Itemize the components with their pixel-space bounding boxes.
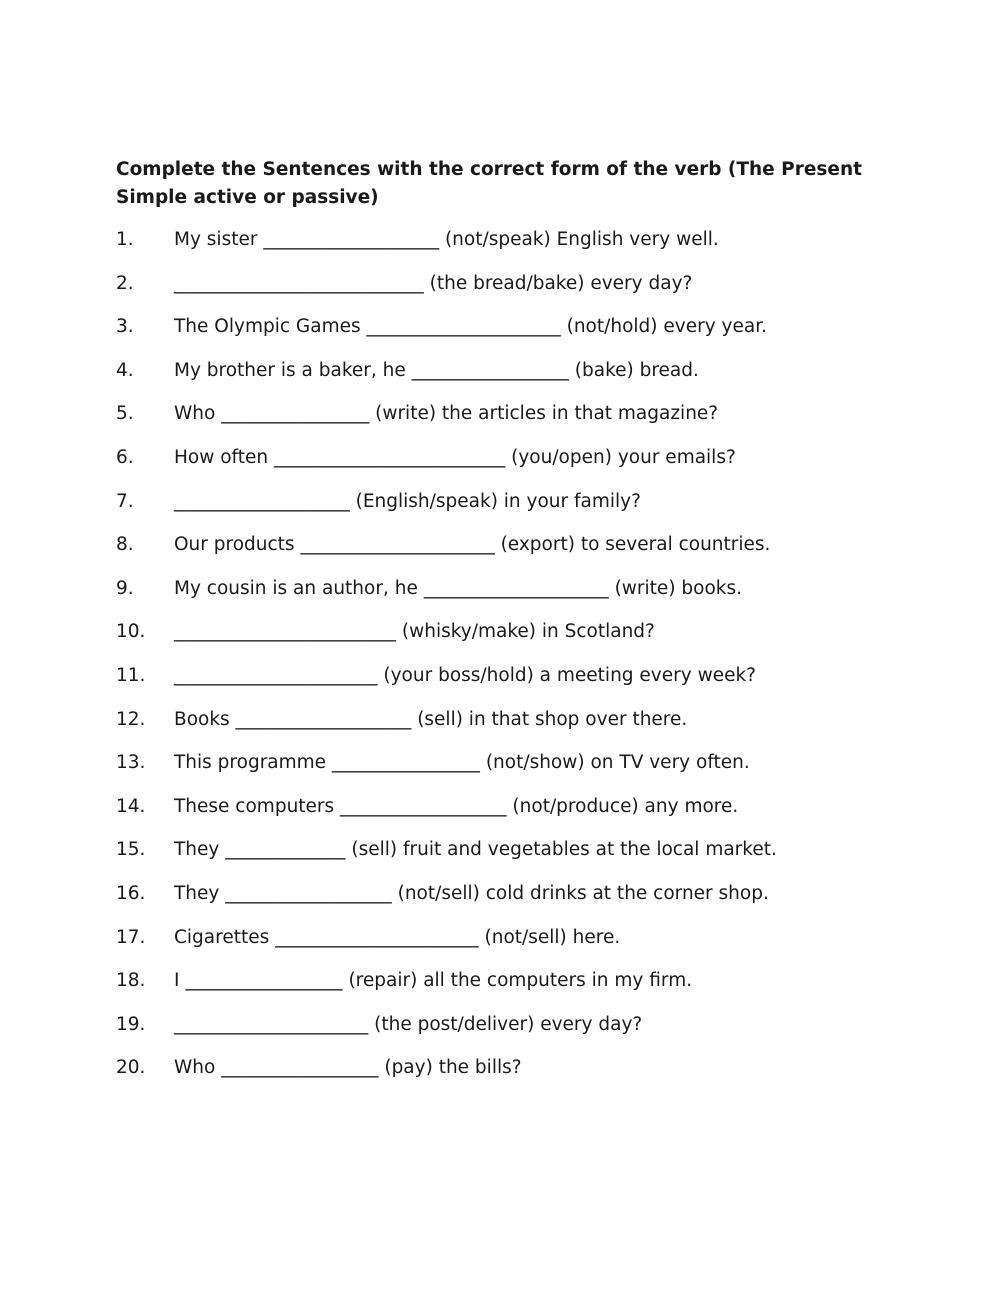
exercise-item-5 [116, 400, 956, 444]
exercise-item-12 [116, 706, 956, 750]
item-number: 6. [116, 446, 134, 468]
item-sentence: ________________________ (whisky/make) in Scotland? [174, 621, 655, 643]
item-number: 16. [116, 882, 146, 904]
exercise-item-14 [116, 793, 956, 837]
item-number: 14. [116, 795, 146, 817]
item-number: 11. [116, 664, 146, 686]
item-sentence: They _____________ (sell) fruit and vegetables at the local market. [174, 839, 777, 861]
item-number: 3. [116, 316, 134, 338]
exercise-item-4 [116, 357, 956, 401]
item-sentence: Who _________________ (pay) the bills? [174, 1057, 522, 1079]
item-sentence: The Olympic Games _____________________ (not/hold) every year. [174, 316, 767, 338]
exercise-item-1 [116, 226, 956, 270]
item-number: 15. [116, 839, 146, 861]
exercise-item-19 [116, 1011, 956, 1055]
exercise-list [116, 226, 956, 1098]
item-number: 8. [116, 534, 134, 556]
item-sentence: Who ________________ (write) the articles in that magazine? [174, 403, 719, 425]
item-sentence: My sister ___________________ (not/speak) English very well. [174, 229, 719, 250]
item-number: 13. [116, 752, 146, 774]
item-sentence: _____________________ (the post/deliver) every day? [174, 1013, 643, 1035]
worksheet-heading: Complete the Sentences with the correct form of the verb (The Present Simple active or passive) [116, 159, 862, 208]
exercise-item-11 [116, 662, 956, 706]
exercise-item-18 [116, 967, 956, 1011]
item-number: 20. [116, 1057, 146, 1079]
item-number: 10. [116, 621, 146, 643]
item-number: 5. [116, 403, 134, 425]
item-sentence: ______________________ (your boss/hold) a meeting every week? [174, 664, 756, 686]
item-sentence: Cigarettes ______________________ (not/sell) here. [174, 926, 621, 948]
item-number: 19. [116, 1013, 146, 1035]
item-number: 7. [116, 490, 134, 512]
item-sentence: Books ___________________ (sell) in that shop over there. [174, 708, 688, 730]
item-number: 12. [116, 708, 146, 730]
item-sentence: ___________________________ (the bread/bake) every day? [174, 272, 693, 294]
item-sentence: My brother is a baker, he _________________ (bake) bread. [174, 359, 699, 381]
item-sentence: ___________________ (English/speak) in your family? [174, 490, 641, 512]
exercise-item-9 [116, 575, 956, 619]
item-sentence: I _________________ (repair) all the computers in my firm. [174, 970, 693, 992]
exercise-item-2 [116, 270, 956, 314]
item-sentence: They __________________ (not/sell) cold drinks at the corner shop. [174, 882, 769, 904]
exercise-item-20 [116, 1054, 956, 1098]
item-sentence: My cousin is an author, he ____________________ (write) books. [174, 577, 743, 599]
item-sentence: This programme ________________ (not/show) on TV very often. [174, 752, 750, 774]
item-number: 4. [116, 359, 134, 381]
item-number: 18. [116, 970, 146, 992]
item-sentence: How often _________________________ (you/open) your emails? [174, 446, 736, 468]
exercise-item-16 [116, 880, 956, 924]
exercise-item-13 [116, 749, 956, 793]
item-number: 17. [116, 926, 146, 948]
exercise-item-3 [116, 313, 956, 357]
exercise-item-15 [116, 836, 956, 880]
exercise-item-8 [116, 531, 956, 575]
exercise-item-17 [116, 924, 956, 968]
exercise-item-7 [116, 488, 956, 532]
item-sentence: Our products _____________________ (export) to several countries. [174, 534, 771, 556]
item-sentence: These computers __________________ (not/produce) any more. [174, 795, 739, 817]
item-number: 1. [116, 229, 134, 250]
exercise-item-10 [116, 618, 956, 662]
exercise-item-6 [116, 444, 956, 488]
item-number: 2. [116, 272, 134, 294]
item-number: 9. [116, 577, 134, 599]
